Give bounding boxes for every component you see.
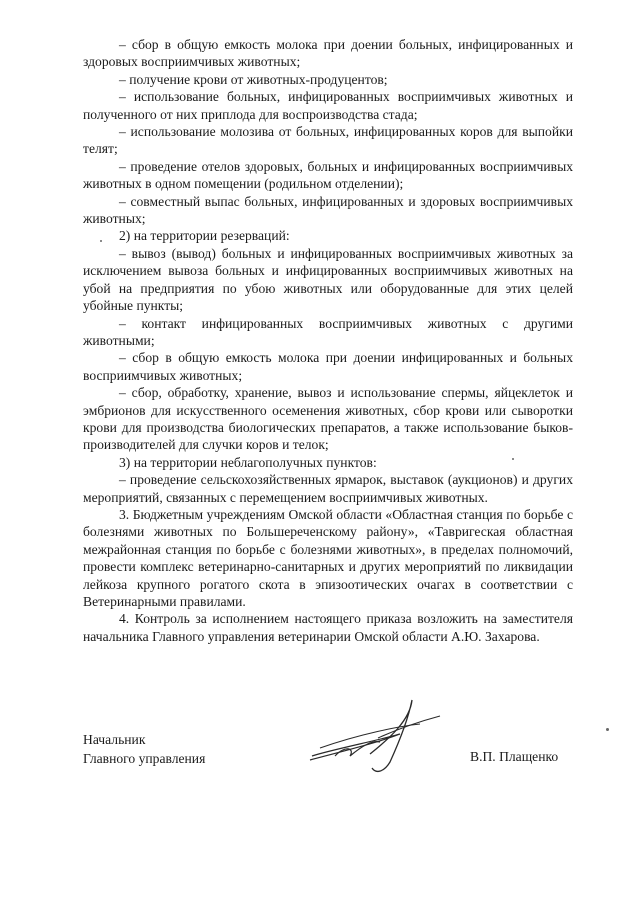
paragraph: – использование больных, инфицированных восприимчивых животных и полученного от них приплода для воспроизводства стада;	[83, 89, 573, 122]
position-line-1: Начальник	[83, 732, 146, 747]
signatory-name: В.П. Плащенко	[470, 749, 559, 764]
paragraph: – проведение отелов здоровых, больных и инфицированных восприимчивых животных в одном помещении (родильном отделении);	[83, 158, 573, 192]
document-body	[83, 36, 573, 645]
paragraph: – сбор в общую емкость молока при доении инфицированных и больных восприимчивых животных;	[83, 350, 573, 383]
paragraph: – контакт инфицированных восприимчивых животных с другими животными;	[83, 315, 573, 348]
paragraph: 3. Бюджетным учреждениям Омской области «Областная станция по борьбе с болезнями животных по Большереченскому району», «Тавригеская областная межрайонная станция по борьбе с болезнями животных», в пределах полномочий, провести комплекс ветеринарно-санитарных и других мероприятий по ликвидации лейкоза крупного рогатого скота в эпизоотических очагах в соответствии с Ветеринарными правилами.	[83, 506, 573, 609]
paragraph: 4. Контроль за исполнением настоящего приказа возложить на заместителя начальника Главного управления ветеринарии Омской области А.Ю. Захарова.	[83, 611, 573, 644]
paragraph: – использование молозива от больных, инфицированных коров для выпойки телят;	[83, 124, 573, 157]
scan-speck	[512, 458, 514, 460]
scan-speck	[606, 728, 609, 731]
signatory-position	[83, 730, 205, 768]
section-heading: 2) на территории резерваций:	[119, 228, 290, 244]
section-heading: 3) на территории неблагополучных пунктов:	[119, 454, 377, 470]
handwritten-signature	[300, 690, 450, 780]
paragraph: – сбор в общую емкость молока при доении больных, инфицированных и здоровых восприимчивых животных;	[83, 37, 573, 70]
paragraph: – совместный выпас больных, инфицированных и здоровых восприимчивых животных;	[83, 193, 573, 227]
paragraph: – получение крови от животных-продуцентов;	[119, 71, 388, 87]
position-line-2: Главного управления	[83, 751, 206, 766]
paragraph: – проведение сельскохозяйственных ярмарок, выставок (аукционов) и других мероприятий, связанных с перемещением восприимчивых животных.	[83, 472, 573, 505]
scan-speck	[100, 240, 102, 242]
paragraph: – сбор, обработку, хранение, вывоз и использование спермы, яйцеклеток и эмбрионов для искусственного осеменения животных, сбор крови или сыворотки крови для производства биологических препаратов, а также использование быков-производителей для случки коров и телок;	[83, 385, 573, 453]
paragraph: – вывоз (вывод) больных и инфицированных восприимчивых животных за исключением вывоза больных и инфицированных восприимчивых животных на убой на предприятия по убою животных или оборудованные для этих целей убойные пункты;	[83, 245, 573, 314]
